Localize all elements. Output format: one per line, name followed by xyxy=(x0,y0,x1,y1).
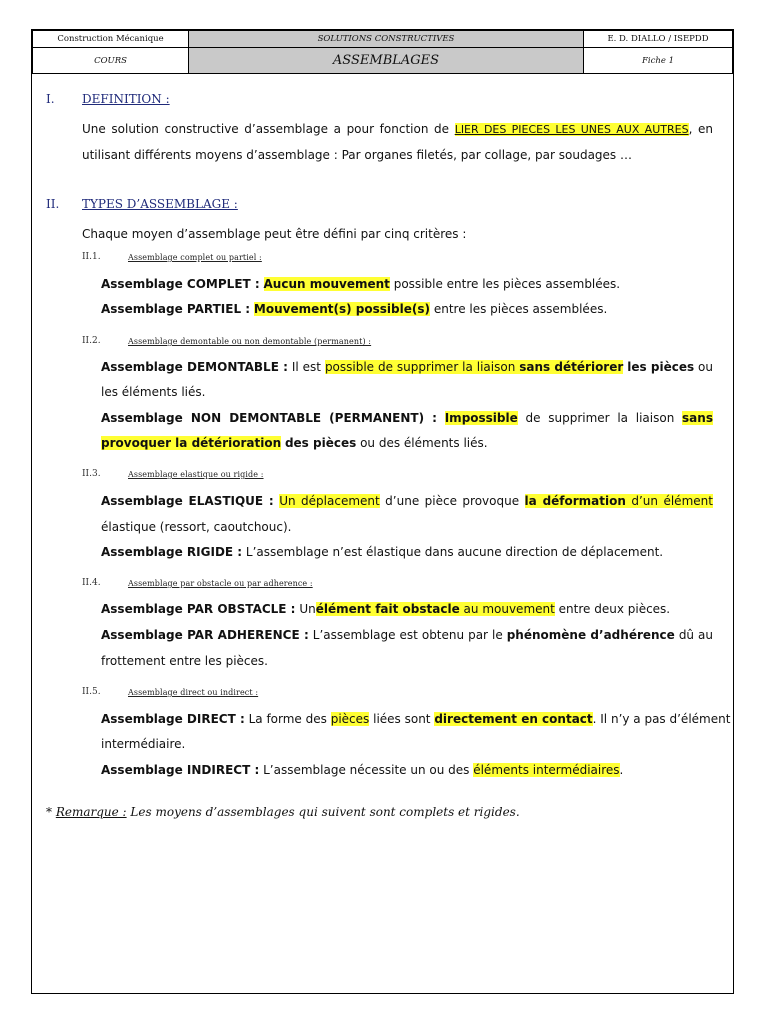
term-label: Assemblage ELASTIQUE : xyxy=(101,494,274,508)
remark-text: Les moyens d’assemblages qui suivent sont complets et rigides. xyxy=(126,805,520,819)
highlight-text: LIER DES PIECES LES UNES AUX AUTRES xyxy=(454,123,689,136)
definition-elastique xyxy=(101,489,713,514)
highlight-text: éléments intermédiaires xyxy=(473,763,620,777)
text-span: L’assemblage est obtenu par le xyxy=(312,628,503,642)
types-intro: Chaque moyen d’assemblage peut être défini par cinq critères : xyxy=(82,227,467,241)
highlight-text: directement en contact xyxy=(434,712,593,726)
text-span: possible entre les pièces assemblées. xyxy=(393,277,621,291)
text-span: entre deux pièces. xyxy=(558,602,671,616)
definition-adherence-cont: frottement entre les pièces. xyxy=(101,654,268,668)
definition-non-demontable-cont xyxy=(101,431,488,456)
header-table xyxy=(32,30,733,74)
remark-note xyxy=(46,805,520,819)
term-label: Assemblage COMPLET : xyxy=(101,277,260,291)
term-label: Assemblage INDIRECT : xyxy=(101,763,260,777)
term-label: Assemblage RIGIDE : xyxy=(101,545,243,559)
subsection-title: Assemblage complet ou partiel : xyxy=(128,253,262,262)
bold-text: des pièces xyxy=(284,436,357,450)
remark-label: Remarque : xyxy=(55,805,127,819)
text-span: de supprimer la liaison xyxy=(525,411,675,425)
highlight-text: possible de supprimer la liaison xyxy=(324,360,516,374)
bold-text: phénomène d’adhérence xyxy=(506,628,675,642)
section-number: II. xyxy=(46,197,60,211)
highlight-text: provoquer la détérioration xyxy=(101,436,282,450)
term-label: Assemblage DIRECT : xyxy=(101,712,245,726)
section-title-types: TYPES D’ASSEMBLAGE : xyxy=(82,197,238,211)
definition-demontable-cont: les éléments liés. xyxy=(101,385,206,399)
text-span: ou xyxy=(698,360,713,374)
subsection-number: II.3. xyxy=(82,469,101,479)
term-label: Assemblage DEMONTABLE : xyxy=(101,360,288,374)
text-span: Un xyxy=(299,602,316,616)
remark-star: * xyxy=(46,805,56,819)
definition-direct xyxy=(101,707,731,732)
text-span: ou des éléments liés. xyxy=(360,436,488,450)
text-span: . Il n’y a pas d’élément xyxy=(592,712,731,726)
definition-adherence xyxy=(101,623,713,648)
highlight-text: Aucun mouvement xyxy=(263,277,390,291)
definition-obstacle xyxy=(101,597,670,622)
definition-partiel xyxy=(101,297,607,322)
highlight-text: sans xyxy=(682,411,713,425)
highlight-text: la déformation xyxy=(524,494,626,508)
definition-line-2: utilisant différents moyens d’assemblage : Par organes filetés, par collage, par soudages … xyxy=(82,148,632,162)
definition-complet xyxy=(101,272,620,297)
highlight-text: pièces xyxy=(330,712,370,726)
definition-non-demontable xyxy=(101,406,713,431)
subsection-title: Assemblage elastique ou rigide : xyxy=(128,470,264,479)
subsection-title: Assemblage demontable ou non demontable (permanent) : xyxy=(128,337,372,346)
text-span: Une solution constructive d’assemblage a pour fonction de xyxy=(82,122,450,136)
text-span: entre les pièces assemblées. xyxy=(433,302,608,316)
section-title-definition: DEFINITION : xyxy=(82,92,170,106)
header-type: COURS xyxy=(33,48,189,74)
text-span: Il est xyxy=(291,360,322,374)
text-span: d’une pièce provoque xyxy=(385,494,520,508)
header-chapter-title: ASSEMBLAGES xyxy=(189,48,584,74)
subsection-number: II.1. xyxy=(82,252,101,262)
definition-line-1 xyxy=(82,117,713,142)
text-span: , en xyxy=(688,122,713,136)
highlight-text: Un déplacement xyxy=(279,494,380,508)
term-label: Assemblage NON DEMONTABLE (PERMANENT) : xyxy=(101,411,437,425)
definition-direct-cont: intermédiaire. xyxy=(101,737,186,751)
header-sheet-number: Fiche 1 xyxy=(584,48,733,74)
highlight-text: d’un élément xyxy=(631,494,713,508)
highlight-text: élément fait obstacle xyxy=(315,602,460,616)
text-span: La forme des xyxy=(248,712,327,726)
bold-text: les pièces xyxy=(627,360,695,374)
subsection-number: II.2. xyxy=(82,336,101,346)
text-span: dû au xyxy=(678,628,713,642)
term-label: Assemblage PAR ADHERENCE : xyxy=(101,628,309,642)
highlight-text: Impossible xyxy=(444,411,518,425)
subsection-number: II.5. xyxy=(82,687,101,697)
definition-rigide xyxy=(101,540,663,565)
highlight-text: au mouvement xyxy=(463,602,555,616)
highlight-text: sans détériorer xyxy=(519,360,624,374)
definition-elastique-cont: élastique (ressort, caoutchouc). xyxy=(101,520,292,534)
text-span: L’assemblage nécessite un ou des xyxy=(263,763,470,777)
definition-demontable xyxy=(101,355,713,380)
term-label: Assemblage PAR OBSTACLE : xyxy=(101,602,296,616)
term-label: Assemblage PARTIEL : xyxy=(101,302,251,316)
definition-indirect xyxy=(101,758,623,783)
highlight-text: Mouvement(s) possible(s) xyxy=(253,302,430,316)
subsection-title: Assemblage par obstacle ou par adherence : xyxy=(128,579,313,588)
text-span: liées sont xyxy=(373,712,431,726)
text-span: . xyxy=(619,763,624,777)
subsection-number: II.4. xyxy=(82,578,101,588)
section-number: I. xyxy=(46,92,55,106)
header-author: E. D. DIALLO / ISEPDD xyxy=(584,31,733,48)
header-subject: Construction Mécanique xyxy=(33,31,189,48)
text-span: L’assemblage n’est élastique dans aucune direction de déplacement. xyxy=(245,545,664,559)
subsection-title: Assemblage direct ou indirect : xyxy=(128,688,259,697)
header-course-title: SOLUTIONS CONSTRUCTIVES xyxy=(189,31,584,48)
